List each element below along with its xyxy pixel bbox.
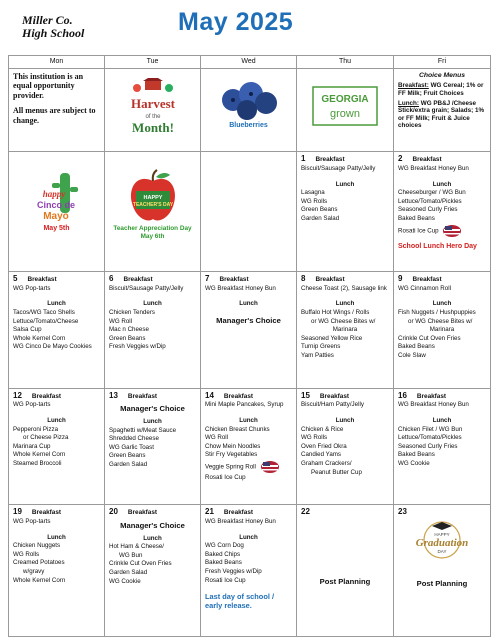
menu-calendar bbox=[8, 55, 491, 637]
lunch-item: Green Beans bbox=[109, 334, 146, 342]
lunch-label: Lunch bbox=[335, 417, 355, 425]
choice-breakfast-label: Breakfast: bbox=[398, 82, 429, 90]
lunch-item: Steamed Broccoli bbox=[13, 460, 62, 468]
equal-opportunity-notice bbox=[9, 68, 105, 152]
day-number: 9 bbox=[398, 274, 403, 284]
school-name-line2: High School bbox=[22, 26, 85, 40]
lunch-label: Lunch bbox=[239, 533, 258, 541]
blueberries-cell bbox=[201, 68, 297, 152]
lunch-item: Lettuce/Tomato/Pickles bbox=[398, 434, 462, 442]
day-cell-23 bbox=[394, 505, 491, 637]
lunch-label: Lunch bbox=[239, 417, 258, 425]
lunch-item: WG Cinco De Mayo Cookies bbox=[13, 343, 92, 351]
lunch-item: Fresh Veggies w/Dip bbox=[205, 568, 262, 576]
lunch-item: Garden Salad bbox=[109, 569, 148, 577]
lunch-item: Oven Fried Okra bbox=[301, 442, 347, 450]
lunch-item: Fish Nuggets / Hushpuppies bbox=[398, 309, 476, 317]
lunch-item: w/gravy bbox=[23, 568, 45, 576]
choice-lunch-label: Lunch: bbox=[398, 99, 419, 107]
weekday-tue: Tue bbox=[105, 56, 201, 69]
harvest-of-month-cell bbox=[105, 68, 201, 152]
choice-lunch-text: WG PB&J /Cheese Stick/extra grain; Salads; 1% or FF Milk; Fruit & Juice choices bbox=[398, 99, 485, 130]
lunch-label: Lunch bbox=[239, 300, 258, 308]
lunch-label: Lunch bbox=[47, 300, 66, 308]
lunch-item: Chicken Filet / WG Bun bbox=[398, 425, 463, 433]
breakfast-label: Breakfast bbox=[31, 392, 62, 400]
lunch-item: Crinkle Cut Oven Fries bbox=[398, 334, 461, 342]
teacher-appreciation-label: Teacher Appreciation Day bbox=[113, 225, 192, 233]
day-cell-22 bbox=[297, 505, 394, 637]
lunch-item: Buffalo Hot Wings / Rolls bbox=[301, 309, 370, 317]
blueberries-label: Blueberries bbox=[229, 121, 268, 129]
lunch-item: Baked Beans bbox=[398, 215, 435, 223]
grad-word-text: Graduation bbox=[415, 537, 469, 550]
post-planning-label: Post Planning bbox=[416, 579, 468, 589]
lunch-item: Whole Kernel Corn bbox=[13, 451, 66, 459]
lunch-item: Cole Slaw bbox=[398, 352, 426, 360]
lunch-item: Chicken Tenders bbox=[109, 309, 155, 317]
breakfast-label: Breakfast bbox=[315, 276, 345, 284]
day-cell-15 bbox=[297, 388, 394, 505]
lunch-item: WG Roll bbox=[205, 434, 229, 442]
breakfast-item: Biscuit/Sausage Patty/Jelly bbox=[109, 284, 184, 292]
breakfast-item: WG Pop-tarts bbox=[13, 284, 51, 292]
flag-cup-icon bbox=[260, 460, 280, 474]
breakfast-label: Breakfast bbox=[223, 509, 254, 517]
lunch-item: Seasoned Curly Fries bbox=[398, 206, 458, 214]
lunch-item: Candied Yams bbox=[301, 451, 342, 459]
post-planning-label: Post Planning bbox=[319, 577, 371, 587]
lunch-item: Lasagna bbox=[301, 189, 325, 197]
lunch-item: Graham Crackers/ bbox=[301, 460, 352, 468]
day-number: 6 bbox=[109, 274, 114, 284]
day-number: 7 bbox=[205, 274, 210, 284]
lunch-item: Cheeseburger / WG Bun bbox=[398, 189, 466, 197]
lunch-item: Rosati Ice Cup bbox=[398, 227, 439, 235]
lunch-item: Lettuce/Tomato/Pickles bbox=[398, 197, 462, 205]
lunch-item: WG Roll bbox=[109, 317, 133, 325]
breakfast-label: Breakfast bbox=[123, 276, 153, 284]
lunch-item: Chicken & Rice bbox=[301, 425, 344, 433]
lunch-item: Baked Beans bbox=[205, 559, 242, 567]
breakfast-item: WG Breakfast Honey Bun bbox=[398, 401, 469, 409]
breakfast-item: Biscuit/Sausage Patty/Jelly bbox=[301, 165, 376, 173]
lunch-item: Chow Mein Noodles bbox=[205, 442, 261, 450]
apple-teachers-day-image bbox=[126, 169, 180, 225]
lunch-item: Salsa Cup bbox=[13, 326, 42, 334]
breakfast-label: Breakfast bbox=[27, 276, 57, 284]
svg-text:Cinco de: Cinco de bbox=[36, 200, 75, 211]
lunch-item: WG Rolls bbox=[301, 197, 328, 205]
lunch-item: WG Corn Dog bbox=[205, 542, 244, 550]
choice-breakfast-text: WG Cereal; 1% or FF Milk; Fruit Choices bbox=[398, 82, 484, 97]
breakfast-label: Breakfast bbox=[412, 276, 442, 284]
day-cell-14 bbox=[201, 388, 297, 505]
day-number: 12 bbox=[13, 390, 22, 400]
cinco-de-mayo-cell bbox=[9, 152, 105, 272]
lunch-label: Lunch bbox=[335, 300, 355, 308]
breakfast-item: WG Breakfast Honey Bun bbox=[398, 165, 469, 173]
weekday-mon: Mon bbox=[9, 56, 105, 69]
lunch-item: Rosati Ice Cup bbox=[205, 576, 246, 584]
breakfast-label: Breakfast bbox=[223, 392, 254, 400]
day-number: 16 bbox=[398, 390, 407, 400]
breakfast-item: WG Cinnamon Roll bbox=[398, 284, 451, 292]
breakfast-item: Mini Maple Pancakes, Syrup bbox=[205, 401, 284, 409]
breakfast-item: WG Pop-tarts bbox=[13, 401, 51, 409]
svg-text:Harvest: Harvest bbox=[130, 95, 175, 111]
school-name bbox=[22, 14, 84, 40]
svg-text:happy: happy bbox=[42, 189, 65, 200]
empty-cell-wed-week1 bbox=[201, 152, 297, 272]
lunch-item: Chicken Nuggets bbox=[13, 542, 61, 550]
breakfast-label: Breakfast bbox=[319, 392, 350, 400]
breakfast-label: Breakfast bbox=[219, 276, 249, 284]
lunch-item: Green Beans bbox=[301, 206, 338, 214]
svg-text:Month!: Month! bbox=[131, 119, 174, 135]
lunch-label: Lunch bbox=[432, 300, 452, 308]
month-title: May 2025 bbox=[178, 8, 294, 36]
breakfast-item: WG Pop-tarts bbox=[13, 518, 51, 526]
lunch-item: WG Rolls bbox=[13, 550, 40, 558]
lunch-item: Lettuce/Tomato/Cheese bbox=[13, 317, 79, 325]
breakfast-item: WG Breakfast Honey Bun bbox=[205, 518, 276, 526]
day-cell-2 bbox=[394, 152, 491, 272]
lunch-item: Seasoned Curly Fries bbox=[398, 442, 458, 450]
lunch-label: Lunch bbox=[335, 180, 355, 188]
day-cell-20 bbox=[105, 505, 201, 637]
notice-line2: All menus are subject to change. bbox=[13, 106, 96, 125]
day-cell-19 bbox=[9, 505, 105, 637]
lunch-item: Mac n Cheese bbox=[109, 326, 149, 334]
lunch-item: Turnip Greens bbox=[301, 343, 341, 351]
lunch-item: WG Bun bbox=[119, 551, 143, 559]
day-cell-12 bbox=[9, 388, 105, 505]
lunch-item: Seasoned Yellow Rice bbox=[301, 334, 363, 342]
day-number: 13 bbox=[109, 390, 118, 400]
lunch-item: Peanut Butter Cup bbox=[311, 468, 362, 476]
flag-cup-icon bbox=[442, 224, 462, 238]
day-cell-1 bbox=[297, 152, 394, 272]
day-number: 20 bbox=[109, 507, 118, 517]
day-cell-6 bbox=[105, 272, 201, 389]
breakfast-label: Breakfast bbox=[315, 156, 345, 164]
lunch-item: or WG Cheese Bites w/ bbox=[311, 317, 376, 325]
lunch-item: Marinara bbox=[429, 326, 455, 334]
breakfast-item: Cheese Toast (2), Sausage link bbox=[301, 284, 387, 292]
lunch-label: Lunch bbox=[432, 180, 452, 188]
lunch-item: Garden Salad bbox=[109, 461, 148, 469]
lunch-item: Creamed Potatoes bbox=[13, 559, 65, 567]
day-cell-16 bbox=[394, 388, 491, 505]
svg-text:of the: of the bbox=[144, 113, 161, 120]
weekday-wed: Wed bbox=[201, 56, 297, 69]
lunch-item: Pepperoni Pizza bbox=[13, 425, 59, 433]
lunch-label: Lunch bbox=[143, 300, 162, 308]
lunch-label: Lunch bbox=[143, 418, 162, 426]
lunch-item: Hot Ham & Cheese/ bbox=[109, 543, 165, 551]
managers-choice: Manager's Choice bbox=[120, 404, 185, 414]
breakfast-label: Breakfast bbox=[412, 156, 442, 164]
lunch-item: or Cheese Pizza bbox=[23, 434, 69, 442]
cinco-de-mayo-image bbox=[28, 167, 86, 225]
lunch-label: Lunch bbox=[432, 417, 452, 425]
lunch-item: Baked Beans bbox=[398, 451, 435, 459]
lunch-item: Yam Patties bbox=[301, 352, 334, 360]
lunch-item: Rosati Ice Cup bbox=[205, 474, 246, 482]
svg-text:TEACHER'S DAY: TEACHER'S DAY bbox=[132, 202, 173, 209]
choice-menus bbox=[394, 68, 491, 152]
day-cell-13 bbox=[105, 388, 201, 505]
lunch-item: Crinkle Cut Oven Fries bbox=[109, 560, 172, 568]
managers-choice: Manager's Choice bbox=[120, 521, 185, 531]
breakfast-label: Breakfast bbox=[416, 392, 447, 400]
day-cell-21 bbox=[201, 505, 297, 637]
lunch-item: Whole Kernel Corn bbox=[13, 334, 66, 342]
georgia-text: GEORGIA bbox=[321, 93, 369, 105]
breakfast-item: Biscuit/Ham Patty/Jelly bbox=[301, 401, 364, 409]
lunch-item: Stir Fry Vegetables bbox=[205, 451, 258, 459]
lunch-label: Lunch bbox=[47, 533, 66, 541]
georgia-grown-cell bbox=[297, 68, 394, 152]
svg-text:HAPPY: HAPPY bbox=[143, 195, 162, 202]
day-number: 8 bbox=[301, 274, 306, 284]
day-number: 21 bbox=[205, 507, 214, 517]
day-number: 19 bbox=[13, 507, 22, 517]
lunch-item: Tacos/WG Taco Shells bbox=[13, 309, 75, 317]
lunch-item: Marinara bbox=[332, 326, 358, 334]
lunch-item: or WG Cheese Bites w/ bbox=[408, 317, 473, 325]
lunch-item: WG Cookie bbox=[109, 577, 141, 585]
weekday-fri: Fri bbox=[394, 56, 491, 69]
lunch-label: Lunch bbox=[47, 417, 66, 425]
weekday-thu: Thu bbox=[297, 56, 394, 69]
lunch-item: WG Rolls bbox=[301, 434, 328, 442]
grad-happy-text: HAPPY bbox=[434, 532, 450, 538]
lunch-item: Green Beans bbox=[109, 452, 146, 460]
lunch-item: Chicken Breast Chunks bbox=[205, 425, 270, 433]
lunch-label: Lunch bbox=[143, 534, 162, 542]
lunch-item: Baked Beans bbox=[398, 343, 435, 351]
notice-line1: This institution is an equal opportunity provider. bbox=[13, 71, 84, 100]
day-cell-5 bbox=[9, 272, 105, 389]
breakfast-item: WG Breakfast Honey Bun bbox=[205, 284, 276, 292]
teacher-appreciation-date: May 6th bbox=[140, 233, 165, 241]
lunch-item: Spaghetti w/Meat Sauce bbox=[109, 426, 177, 434]
day-cell-8 bbox=[297, 272, 394, 389]
day-number: 23 bbox=[398, 507, 407, 517]
blueberries-image bbox=[217, 78, 281, 120]
lunch-item: Fresh Veggies w/Dip bbox=[109, 343, 166, 351]
svg-text:Mayo: Mayo bbox=[42, 211, 69, 223]
breakfast-label: Breakfast bbox=[31, 509, 62, 517]
lunch-item: Garden Salad bbox=[301, 215, 340, 223]
lunch-item: Baked Chips bbox=[205, 550, 241, 558]
last-day-of-school-note: Last day of school / early release. bbox=[205, 592, 274, 611]
grown-text: grown bbox=[330, 107, 360, 120]
teacher-appreciation-cell bbox=[105, 152, 201, 272]
breakfast-label: Breakfast bbox=[127, 392, 158, 400]
georgia-grown-logo bbox=[312, 86, 378, 126]
day-cell-9 bbox=[394, 272, 491, 389]
lunch-item: Marinara Cup bbox=[13, 442, 51, 450]
managers-choice: Manager's Choice bbox=[216, 316, 281, 326]
lunch-item: Veggie Spring Roll bbox=[205, 463, 256, 471]
lunch-item: Shredded Cheese bbox=[109, 435, 159, 443]
happy-graduation-image bbox=[412, 520, 472, 560]
school-lunch-hero-day: School Lunch Hero Day bbox=[398, 242, 477, 250]
day-number: 15 bbox=[301, 390, 310, 400]
cinco-de-mayo-date: May 5th bbox=[43, 225, 70, 233]
day-number: 14 bbox=[205, 390, 214, 400]
grad-day-text: DAY bbox=[437, 549, 447, 555]
harvest-of-the-month-logo bbox=[125, 78, 181, 138]
lunch-item: Whole Kernel Corn bbox=[13, 576, 66, 584]
day-number: 5 bbox=[13, 274, 18, 284]
day-number: 1 bbox=[301, 154, 306, 164]
day-cell-7 bbox=[201, 272, 297, 389]
day-number: 22 bbox=[301, 507, 310, 517]
day-number: 2 bbox=[398, 154, 403, 164]
lunch-item: WG Garlic Toast bbox=[109, 443, 154, 451]
lunch-item: WG Cookie bbox=[398, 460, 430, 468]
breakfast-label: Breakfast bbox=[127, 509, 158, 517]
choice-menus-title: Choice Menus bbox=[418, 71, 466, 79]
school-name-line1: Miller Co. bbox=[22, 13, 73, 27]
